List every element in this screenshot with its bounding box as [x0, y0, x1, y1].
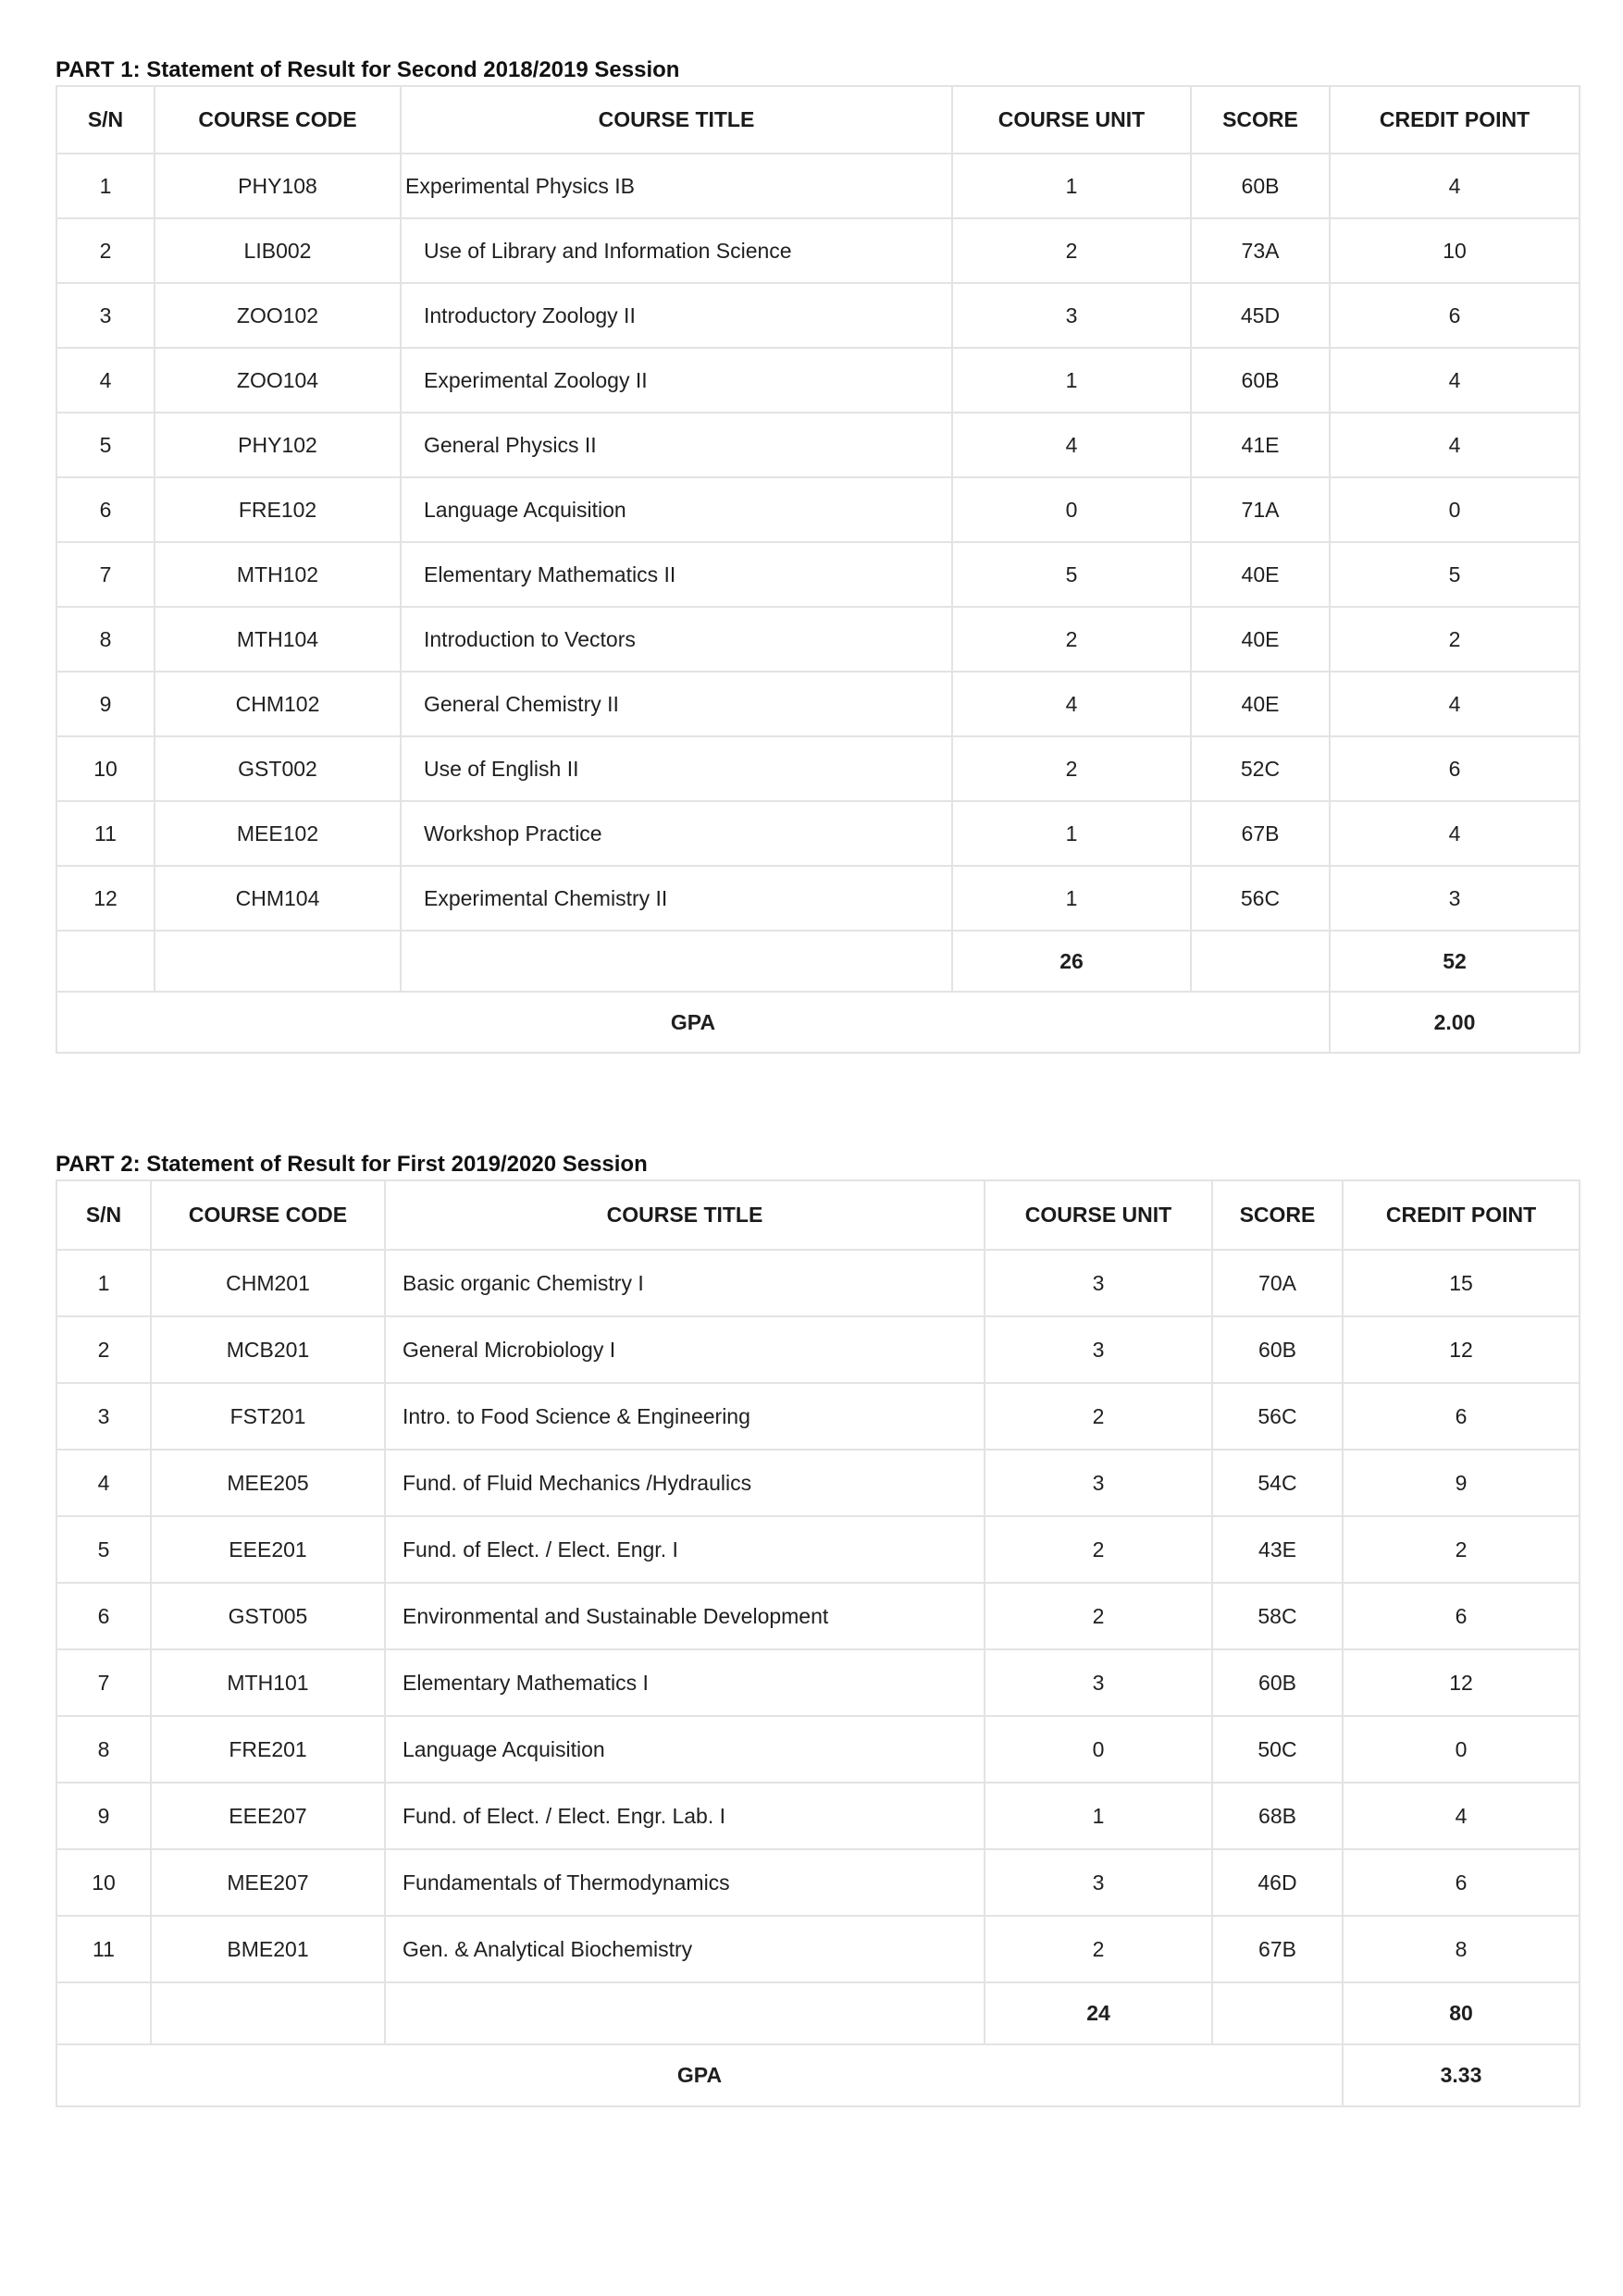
course-code-cell: LIB002 [155, 218, 401, 283]
credit-point-cell: 4 [1330, 672, 1580, 736]
credit-point-cell: 4 [1343, 1783, 1580, 1849]
course-title-cell: General Physics II [401, 413, 952, 477]
credit-point-cell: 2 [1330, 607, 1580, 672]
header-score: SCORE [1212, 1180, 1343, 1250]
score-cell: 52C [1191, 736, 1330, 801]
score-cell: 56C [1191, 866, 1330, 931]
course-code-cell: MEE207 [151, 1849, 385, 1916]
course-code-cell: GST005 [151, 1583, 385, 1649]
totals-row [56, 931, 1580, 992]
course-unit-cell: 3 [985, 1849, 1212, 1916]
header-course-title: COURSE TITLE [401, 86, 952, 154]
score-cell: 60B [1191, 348, 1330, 413]
course-title-cell: Use of English II [401, 736, 952, 801]
sn-cell: 4 [56, 1450, 151, 1516]
empty-cell [1191, 931, 1330, 992]
sn-cell: 8 [56, 607, 155, 672]
part1-result-table [56, 85, 1580, 1054]
credit-point-cell: 4 [1330, 413, 1580, 477]
course-title-cell: Experimental Chemistry II [401, 866, 952, 931]
total-credit-point: 52 [1330, 931, 1580, 992]
total-course-unit: 24 [985, 1982, 1212, 2044]
sn-cell: 6 [56, 477, 155, 542]
score-cell: 73A [1191, 218, 1330, 283]
part1-heading: PART 1: Statement of Result for Second 2018/2019 Session [56, 57, 680, 82]
empty-cell [385, 1982, 985, 2044]
sn-cell: 9 [56, 672, 155, 736]
sn-cell: 12 [56, 866, 155, 931]
course-title-cell: Experimental Physics IB [401, 154, 952, 218]
part2-heading: PART 2: Statement of Result for First 2019/2020 Session [56, 1152, 648, 1177]
table-row [56, 542, 1580, 607]
gpa-value: 2.00 [1330, 992, 1580, 1053]
table-row [56, 1583, 1580, 1649]
sn-cell: 8 [56, 1716, 151, 1783]
course-title-cell: Language Acquisition [401, 477, 952, 542]
course-unit-cell: 2 [985, 1583, 1212, 1649]
course-code-cell: GST002 [155, 736, 401, 801]
course-unit-cell: 4 [952, 413, 1191, 477]
score-cell: 60B [1191, 154, 1330, 218]
table-row [56, 801, 1580, 866]
course-title-cell: General Chemistry II [401, 672, 952, 736]
table-row [56, 736, 1580, 801]
course-title-cell: Introduction to Vectors [401, 607, 952, 672]
empty-cell [1212, 1982, 1343, 2044]
table-header-row [56, 1180, 1580, 1250]
credit-point-cell: 6 [1343, 1383, 1580, 1450]
sn-cell: 4 [56, 348, 155, 413]
header-sn: S/N [56, 86, 155, 154]
sn-cell: 10 [56, 736, 155, 801]
course-title-cell: Language Acquisition [385, 1716, 985, 1783]
credit-point-cell: 4 [1330, 154, 1580, 218]
credit-point-cell: 12 [1343, 1649, 1580, 1716]
empty-cell [56, 1982, 151, 2044]
course-unit-cell: 3 [985, 1250, 1212, 1316]
table-row [56, 1316, 1580, 1383]
total-course-unit: 26 [952, 931, 1191, 992]
course-unit-cell: 1 [952, 348, 1191, 413]
sn-cell: 5 [56, 1516, 151, 1583]
course-title-cell: Elementary Mathematics II [401, 542, 952, 607]
course-title-cell: Workshop Practice [401, 801, 952, 866]
course-unit-cell: 0 [985, 1716, 1212, 1783]
header-score: SCORE [1191, 86, 1330, 154]
course-unit-cell: 2 [985, 1916, 1212, 1982]
part1-table-body [56, 154, 1580, 931]
course-unit-cell: 2 [952, 218, 1191, 283]
gpa-label: GPA [56, 2044, 1343, 2106]
course-unit-cell: 4 [952, 672, 1191, 736]
total-credit-point: 80 [1343, 1982, 1580, 2044]
score-cell: 40E [1191, 542, 1330, 607]
course-code-cell: BME201 [151, 1916, 385, 1982]
credit-point-cell: 12 [1343, 1316, 1580, 1383]
course-code-cell: ZOO102 [155, 283, 401, 348]
table-row [56, 672, 1580, 736]
course-unit-cell: 2 [985, 1383, 1212, 1450]
header-course-unit: COURSE UNIT [985, 1180, 1212, 1250]
sn-cell: 11 [56, 1916, 151, 1982]
course-code-cell: FST201 [151, 1383, 385, 1450]
table-row [56, 283, 1580, 348]
score-cell: 58C [1212, 1583, 1343, 1649]
sn-cell: 7 [56, 1649, 151, 1716]
credit-point-cell: 15 [1343, 1250, 1580, 1316]
score-cell: 60B [1212, 1649, 1343, 1716]
table-row [56, 1450, 1580, 1516]
score-cell: 67B [1191, 801, 1330, 866]
table-row [56, 866, 1580, 931]
table-row [56, 477, 1580, 542]
part2-table-body [56, 1250, 1580, 1982]
course-code-cell: FRE201 [151, 1716, 385, 1783]
credit-point-cell: 4 [1330, 348, 1580, 413]
course-unit-cell: 1 [985, 1783, 1212, 1849]
table-row [56, 413, 1580, 477]
score-cell: 71A [1191, 477, 1330, 542]
credit-point-cell: 6 [1343, 1849, 1580, 1916]
gpa-row [56, 992, 1580, 1053]
course-title-cell: Experimental Zoology II [401, 348, 952, 413]
credit-point-cell: 3 [1330, 866, 1580, 931]
course-title-cell: Fund. of Fluid Mechanics /Hydraulics [385, 1450, 985, 1516]
course-unit-cell: 2 [985, 1516, 1212, 1583]
table-row [56, 1849, 1580, 1916]
table-row [56, 1783, 1580, 1849]
score-cell: 40E [1191, 672, 1330, 736]
credit-point-cell: 6 [1330, 283, 1580, 348]
course-unit-cell: 2 [952, 607, 1191, 672]
table-header-row [56, 86, 1580, 154]
score-cell: 40E [1191, 607, 1330, 672]
credit-point-cell: 4 [1330, 801, 1580, 866]
table-row [56, 1649, 1580, 1716]
course-title-cell: Use of Library and Information Science [401, 218, 952, 283]
course-title-cell: Gen. & Analytical Biochemistry [385, 1916, 985, 1982]
score-cell: 56C [1212, 1383, 1343, 1450]
course-title-cell: Intro. to Food Science & Engineering [385, 1383, 985, 1450]
empty-cell [151, 1982, 385, 2044]
sn-cell: 3 [56, 283, 155, 348]
part2-result-table [56, 1179, 1580, 2107]
score-cell: 45D [1191, 283, 1330, 348]
credit-point-cell: 5 [1330, 542, 1580, 607]
course-code-cell: ZOO104 [155, 348, 401, 413]
course-unit-cell: 3 [952, 283, 1191, 348]
header-course-code: COURSE CODE [155, 86, 401, 154]
course-code-cell: MTH104 [155, 607, 401, 672]
header-course-code: COURSE CODE [151, 1180, 385, 1250]
sn-cell: 10 [56, 1849, 151, 1916]
course-code-cell: PHY108 [155, 154, 401, 218]
course-unit-cell: 1 [952, 866, 1191, 931]
course-code-cell: EEE201 [151, 1516, 385, 1583]
course-title-cell: Elementary Mathematics I [385, 1649, 985, 1716]
credit-point-cell: 2 [1343, 1516, 1580, 1583]
table-row [56, 154, 1580, 218]
sn-cell: 5 [56, 413, 155, 477]
sn-cell: 1 [56, 1250, 151, 1316]
course-code-cell: CHM201 [151, 1250, 385, 1316]
course-code-cell: MEE102 [155, 801, 401, 866]
credit-point-cell: 9 [1343, 1450, 1580, 1516]
score-cell: 43E [1212, 1516, 1343, 1583]
course-unit-cell: 3 [985, 1649, 1212, 1716]
score-cell: 60B [1212, 1316, 1343, 1383]
part1-section [56, 56, 1579, 1054]
header-course-title: COURSE TITLE [385, 1180, 985, 1250]
credit-point-cell: 6 [1330, 736, 1580, 801]
course-code-cell: MTH102 [155, 542, 401, 607]
table-row [56, 1716, 1580, 1783]
course-code-cell: FRE102 [155, 477, 401, 542]
header-credit-point: CREDIT POINT [1343, 1180, 1580, 1250]
sn-cell: 9 [56, 1783, 151, 1849]
sn-cell: 2 [56, 1316, 151, 1383]
credit-point-cell: 0 [1343, 1716, 1580, 1783]
course-code-cell: MCB201 [151, 1316, 385, 1383]
score-cell: 54C [1212, 1450, 1343, 1516]
header-sn: S/N [56, 1180, 151, 1250]
gpa-row [56, 2044, 1580, 2106]
header-credit-point: CREDIT POINT [1330, 86, 1580, 154]
sn-cell: 6 [56, 1583, 151, 1649]
empty-cell [56, 931, 155, 992]
score-cell: 41E [1191, 413, 1330, 477]
sn-cell: 7 [56, 542, 155, 607]
course-unit-cell: 3 [985, 1316, 1212, 1383]
part2-section [56, 1150, 1579, 2107]
score-cell: 68B [1212, 1783, 1343, 1849]
empty-cell [401, 931, 952, 992]
score-cell: 46D [1212, 1849, 1343, 1916]
course-code-cell: CHM104 [155, 866, 401, 931]
credit-point-cell: 0 [1330, 477, 1580, 542]
table-row [56, 1383, 1580, 1450]
gpa-value: 3.33 [1343, 2044, 1580, 2106]
credit-point-cell: 8 [1343, 1916, 1580, 1982]
course-title-cell: Fundamentals of Thermodynamics [385, 1849, 985, 1916]
header-course-unit: COURSE UNIT [952, 86, 1191, 154]
table-row [56, 218, 1580, 283]
course-code-cell: MEE205 [151, 1450, 385, 1516]
totals-row [56, 1982, 1580, 2044]
course-title-cell: Environmental and Sustainable Development [385, 1583, 985, 1649]
credit-point-cell: 10 [1330, 218, 1580, 283]
table-row [56, 348, 1580, 413]
course-title-cell: Basic organic Chemistry I [385, 1250, 985, 1316]
course-code-cell: CHM102 [155, 672, 401, 736]
course-code-cell: MTH101 [151, 1649, 385, 1716]
sn-cell: 2 [56, 218, 155, 283]
course-code-cell: PHY102 [155, 413, 401, 477]
course-title-cell: Introductory Zoology II [401, 283, 952, 348]
credit-point-cell: 6 [1343, 1583, 1580, 1649]
course-unit-cell: 3 [985, 1450, 1212, 1516]
course-title-cell: Fund. of Elect. / Elect. Engr. I [385, 1516, 985, 1583]
sn-cell: 11 [56, 801, 155, 866]
score-cell: 50C [1212, 1716, 1343, 1783]
course-unit-cell: 0 [952, 477, 1191, 542]
course-unit-cell: 2 [952, 736, 1191, 801]
table-row [56, 1250, 1580, 1316]
gpa-label: GPA [56, 992, 1330, 1053]
sn-cell: 1 [56, 154, 155, 218]
course-title-cell: General Microbiology I [385, 1316, 985, 1383]
score-cell: 70A [1212, 1250, 1343, 1316]
table-row [56, 1516, 1580, 1583]
table-row [56, 1916, 1580, 1982]
course-unit-cell: 1 [952, 154, 1191, 218]
course-unit-cell: 5 [952, 542, 1191, 607]
empty-cell [155, 931, 401, 992]
score-cell: 67B [1212, 1916, 1343, 1982]
sn-cell: 3 [56, 1383, 151, 1450]
course-code-cell: EEE207 [151, 1783, 385, 1849]
course-unit-cell: 1 [952, 801, 1191, 866]
table-row [56, 607, 1580, 672]
course-title-cell: Fund. of Elect. / Elect. Engr. Lab. I [385, 1783, 985, 1849]
